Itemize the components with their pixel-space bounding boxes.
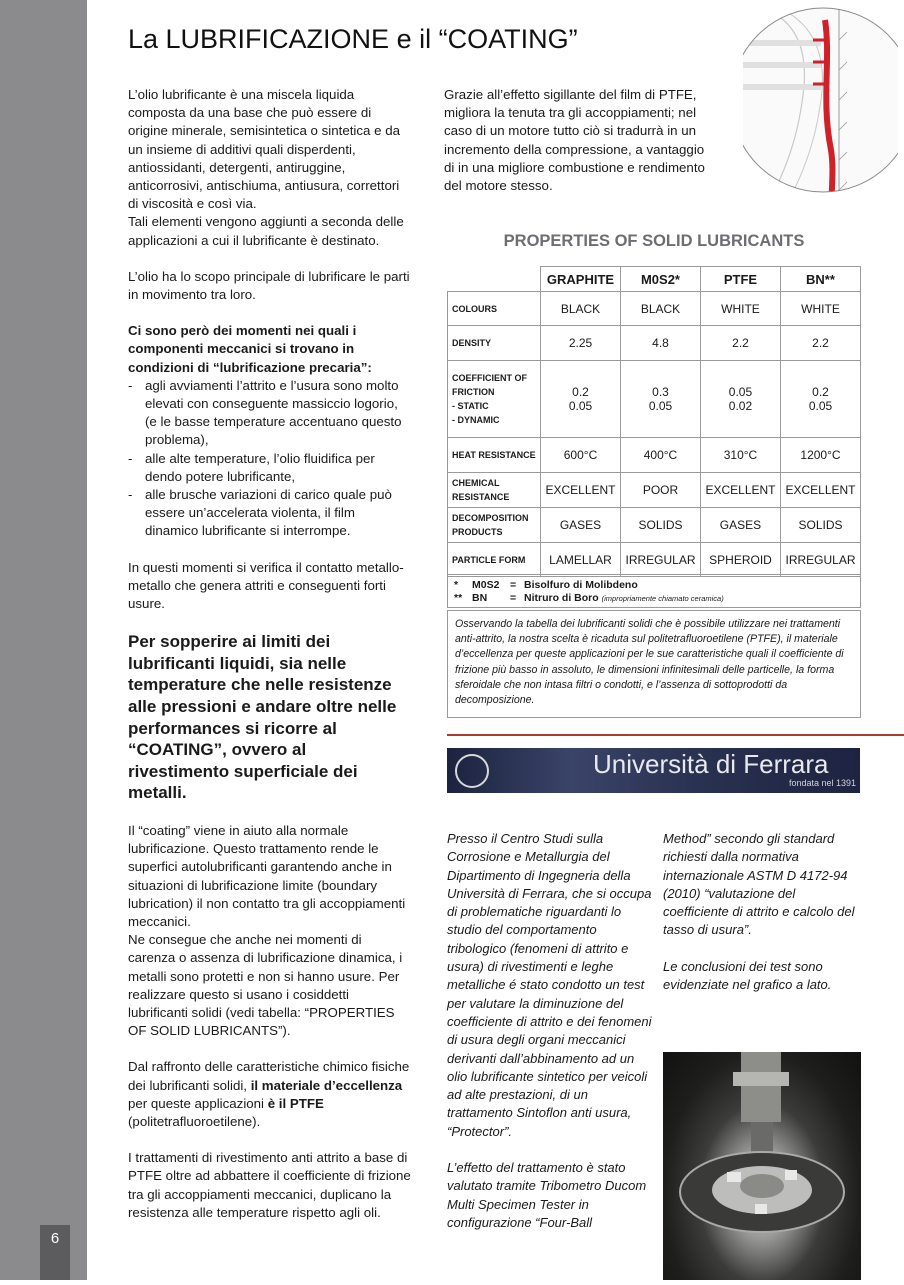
paragraph: L’effetto del trattamento è stato valutato tramite Tribometro Ducom Multi Specimen Tester in configurazione “Four-Ball — [447, 1160, 647, 1230]
row-label-line: FRICTION — [452, 387, 495, 397]
paragraph: Ne consegue che anche nei momenti di carenza o assenza di lubrificazione dinamica, i metalli sono protetti e non si hanno usure. Per realizzare questo si usano i cosiddetti lubrificanti solidi (vedi tabella: “PROPERTIES OF SOLID LUBRICANTS”). — [128, 932, 403, 1039]
table-row — [448, 292, 861, 326]
dynamic-value: 0.05 — [568, 399, 593, 413]
paragraph: L’olio lubrificante è una miscela liquida composta da una base che può essere di origine minerale, semisintetica o sintetica e da un insieme di additivi quali disperdenti, antiossidanti, detergenti, antiruggine, anticorrosivi, antischiuma, antiusura, correttori di viscosità e così via. — [128, 87, 400, 212]
page-title: La LUBRIFICAZIONE e il “COATING” — [128, 24, 578, 54]
footnote-mark: ** — [454, 592, 463, 604]
table-cell — [621, 361, 701, 438]
properties-table — [447, 266, 861, 577]
table-header-row — [448, 267, 861, 292]
footnote-mark: * — [454, 579, 459, 591]
table-cell: 4.8 — [621, 326, 701, 361]
paragraph: Grazie all’effetto sigillante del film di PTFE, migliora la tenuta tra gli accoppiamenti; nel caso di un motore tutto ciò si tradurrà in un incremento della compressione, a vantaggio di in una migliore combustione e rendimento del motore stesso. — [444, 87, 705, 194]
column-header: M0S2* — [621, 267, 701, 292]
row-label — [448, 361, 541, 438]
middle-column — [447, 830, 652, 1232]
table-cell: 310°C — [700, 438, 780, 473]
paragraph: Tali elementi vengono aggiunti a seconda delle applicazioni a cui il lubrificante è destinato. — [128, 214, 404, 248]
footnote-eq: = — [510, 579, 517, 591]
static-value: 0.2 — [812, 385, 829, 399]
footnote-eq: = — [510, 592, 517, 604]
table-footnotes — [447, 574, 861, 608]
tribometer-photo-drawing — [663, 1052, 861, 1280]
paragraph: Method” secondo gli standard richiesti dalla normativa internazionale ASTM D 4172-94 (2010) “valutazione del coefficiente di attrito e calcolo del tasso di usura”. — [663, 831, 855, 938]
table-cell: IRREGULAR — [621, 543, 701, 577]
row-label — [448, 508, 541, 543]
table-row — [448, 473, 861, 508]
table-cell: EXCELLENT — [700, 473, 780, 508]
footnote-line — [454, 579, 638, 591]
table-corner — [448, 267, 541, 292]
footnote-line — [454, 592, 724, 605]
table-cell: SOLIDS — [621, 508, 701, 543]
column-header: PTFE — [700, 267, 780, 292]
piston-illustration — [743, 0, 898, 224]
table-row — [448, 361, 861, 438]
table-cell: 2.2 — [700, 326, 780, 361]
paragraph-bold: Ci sono però dei momenti nei quali i componenti meccanici si trovano in condizioni di “lubrificazione precaria”: — [128, 323, 372, 375]
dynamic-value: 0.02 — [728, 399, 753, 413]
paragraph: L’olio ha lo scopo principale di lubrificare le parti in movimento tra loro. — [128, 268, 410, 303]
static-value: 0.2 — [572, 385, 589, 399]
paragraph: I trattamenti di rivestimento anti attrito a base di PTFE oltre ad abbattere il coefficiente di frizione tra gli accoppiamenti meccanici, duplicano la resistenza alle temperature rispetto agli oli. — [128, 1150, 411, 1220]
university-seal-icon — [455, 754, 489, 788]
row-label: HEAT RESISTANCE — [448, 438, 541, 473]
footnote-small: (impropriamente chiamato ceramica) — [601, 594, 724, 603]
table-cell: SPHEROID — [700, 543, 780, 577]
paragraph: Le conclusioni dei test sono evidenziate nel grafico a lato. — [663, 958, 832, 993]
table-row — [448, 543, 861, 577]
university-name: Università di Ferrara — [593, 749, 829, 779]
table-cell: EXCELLENT — [541, 473, 621, 508]
divider-line — [447, 734, 904, 736]
table-cell: LAMELLAR — [541, 543, 621, 577]
row-label-line: COEFFICIENT OF — [452, 373, 527, 383]
row-label: PARTICLE FORM — [448, 543, 541, 577]
text: Dal raffronto delle caratteristiche chimico fisiche dei lubrificanti solidi, — [128, 1059, 410, 1093]
paragraph: Presso il Centro Studi sulla Corrosione e Metallurgia del Dipartimento di Ingegneria della Università di Ferrara, che si occupa di problematiche riguardanti lo studio del comportamento tribologico (fenomeni di attrito e usura) di rivestimenti e leghe metalliche é stato condotto un test per valutare la diminuzione del coefficiente di attrito e dei fenomeni di usura degli organi meccanici derivanti dall’abbinamento ad un olio lubrificante sintetico per veicoli ad alte prestazioni, di un trattamento Sintoflon anti usura, “Protector”. — [447, 831, 652, 1139]
table-cell: 2.2 — [780, 326, 860, 361]
dynamic-value: 0.05 — [808, 399, 833, 413]
table-row — [448, 326, 861, 361]
row-label-line: CHEMICAL — [452, 478, 500, 488]
static-value: 0.05 — [728, 385, 753, 399]
footnote-abbr: M0S2 — [472, 579, 500, 591]
page-number: 6 — [50, 1230, 60, 1247]
row-label-line: DECOMPOSITION — [452, 513, 529, 523]
left-column — [128, 86, 411, 1222]
table-cell: 1200°C — [780, 438, 860, 473]
table-cell: WHITE — [780, 292, 860, 326]
table-title: PROPERTIES OF SOLID LUBRICANTS — [503, 232, 805, 250]
row-label: COLOURS — [448, 292, 541, 326]
side-bar — [0, 0, 87, 1280]
table-cell: 400°C — [621, 438, 701, 473]
column-header: BN** — [780, 267, 860, 292]
table-row — [448, 508, 861, 543]
text-bold: il materiale d’eccellenza — [250, 1077, 403, 1093]
table-cell: WHITE — [700, 292, 780, 326]
table-row — [448, 438, 861, 473]
list-item: - alle alte temperature, l’olio fluidifica per dendo potere lubrificante, — [128, 450, 411, 486]
footnote-abbr: BN — [472, 592, 488, 604]
observation-box — [447, 610, 861, 718]
table-cell — [780, 361, 860, 438]
text: per queste applicazioni — [128, 1095, 268, 1111]
university-founded: fondata nel 1391 — [788, 778, 856, 788]
table-cell: GASES — [541, 508, 621, 543]
text-bold: è il PTFE — [267, 1095, 324, 1111]
row-label-line: PRODUCTS — [452, 527, 503, 537]
right-top-paragraph — [444, 86, 712, 195]
tribometer-photo — [663, 1052, 861, 1280]
row-label — [448, 473, 541, 508]
footnote-text: Bisolfuro di Molibdeno — [524, 579, 638, 591]
row-label-line: - DYNAMIC — [452, 415, 500, 425]
column-header: GRAPHITE — [541, 267, 621, 292]
dynamic-value: 0.05 — [648, 399, 673, 413]
university-banner — [447, 748, 860, 793]
right-column — [663, 830, 863, 994]
paragraph — [128, 1058, 411, 1131]
table-cell: BLACK — [541, 292, 621, 326]
observation-text: Osservando la tabella dei lubrificanti solidi che è possibile utilizzare nei trattamenti anti-attrito, la nostra scelta è ricaduta sul politetrafluoroetilene (PTFE), il materiale d’eccellenza per queste applicazioni per le sue caratteristiche quali il coefficiente di frizione più basso in assoluto, le dimensioni infinitesimali delle particelle, la forma sferoidale che non intasa filtri o condotti, e l’assenza di sottoprodotti da decomposizione. — [455, 618, 844, 707]
table-cell: SOLIDS — [780, 508, 860, 543]
table-cell: GASES — [700, 508, 780, 543]
row-label: DENSITY — [448, 326, 541, 361]
paragraph: Il “coating” viene in aiuto alla normale lubrificazione. Questo trattamento rende le superfici autolubrificanti garantendo anche in situazioni di lubrificazione limite (boundary lubrication) il non contatto tra gli accoppiamenti meccanici. — [128, 823, 406, 930]
static-value: 0.3 — [652, 385, 669, 399]
highlight-paragraph: Per sopperire ai limiti dei lubrificanti liquidi, sia nelle temperature che nelle resistenze alle pressioni e andare oltre nelle performances si ricorre al “COATING”, ovvero al rivestimento superficiale dei metalli. — [128, 632, 397, 803]
table-cell: POOR — [621, 473, 701, 508]
bullet-list — [128, 377, 411, 541]
table-cell: 600°C — [541, 438, 621, 473]
text: (politetrafluoroetilene). — [128, 1114, 261, 1130]
list-item: - alle brusche variazioni di carico quale può essere un’accelerata violenta, il film dinamico lubrificante si interrompe. — [128, 486, 411, 541]
table-cell: EXCELLENT — [780, 473, 860, 508]
table-cell: 2.25 — [541, 326, 621, 361]
row-label-line: - STATIC — [452, 401, 489, 411]
footnote-text: Nitruro di Boro — [524, 592, 599, 604]
paragraph: In questi momenti si verifica il contatto metallo-metallo che genera attriti e conseguenti forti usure. — [128, 559, 404, 612]
row-label-line: RESISTANCE — [452, 492, 510, 502]
table-cell — [700, 361, 780, 438]
table-cell — [541, 361, 621, 438]
list-item: - agli avviamenti l’attrito e l’usura sono molto elevati con conseguente massiccio logorio, (e le basse temperature accentuano questo problema), — [128, 377, 411, 450]
table-cell: BLACK — [621, 292, 701, 326]
table-cell: IRREGULAR — [780, 543, 860, 577]
